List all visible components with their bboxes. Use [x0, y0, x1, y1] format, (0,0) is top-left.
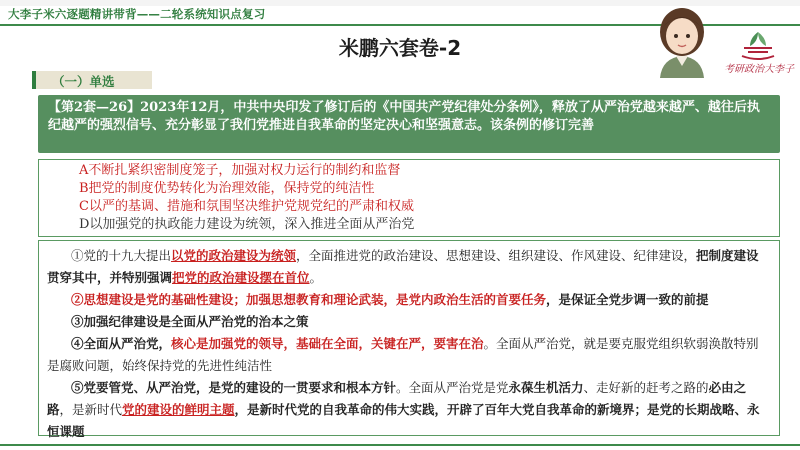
- brand-logo-text: 考研政治大李子: [724, 64, 794, 75]
- analysis-bold: ，是新时代党的自我革命的伟大实践，开辟了百年大党自我革命的新境界；是党的长期战略、永恒课题: [47, 402, 760, 439]
- analysis-point-5: [47, 377, 771, 443]
- analysis-text: ①党的十九大提出: [71, 248, 172, 263]
- analysis-bold: ，是保证全党步调一致的前提: [546, 292, 709, 307]
- option-d: D以加强党的执政能力建设为统领，深入推进全面从严治党: [79, 217, 415, 232]
- page-title: 米鹏六套卷-2: [338, 36, 462, 60]
- analysis-point-2: [47, 289, 771, 311]
- analysis-point-4: [47, 333, 771, 377]
- analysis-highlight: 把党的政治建设摆在首位: [172, 270, 310, 285]
- presenter-avatar: [650, 2, 714, 78]
- analysis-text: ，是新时代: [59, 402, 123, 417]
- option-a: A不断扎紧织密制度笼子，加强对权力运行的制约和监督: [79, 163, 401, 178]
- option-b: B把党的制度优势转化为治理效能，保持党的纯洁性: [79, 181, 375, 196]
- option-c: C以严的基调、措施和氛围坚决维护党规党纪的严肃和权威: [79, 199, 414, 214]
- analysis-highlight: 核心是加强党的领导，基础在全面，关键在严，要害在治: [171, 336, 484, 351]
- analysis-highlight: ②思想建设是党的基础性建设；加强思想教育和理论武装，是党内政治生活的首要任务: [71, 292, 547, 307]
- analysis-bold: ④全面从严治党，: [71, 336, 172, 351]
- analysis-bold: ③加强纪律建设是全面从严治党的治本之策: [71, 314, 309, 329]
- analysis-text: 。: [309, 270, 323, 285]
- analysis-box: [38, 240, 780, 439]
- analysis-highlight: 以党的政治建设为统领: [171, 248, 297, 263]
- analysis-text: ，全面推进党的政治建设、思想建设、组织建设、作风建设、纪律建设，: [296, 248, 697, 263]
- question-box: [38, 95, 780, 153]
- analysis-bold: 永葆生机活力: [508, 380, 584, 395]
- analysis-bold: 把制度建设贯穿其中，并特别强调: [47, 248, 759, 285]
- series-title: 大李子米六逐题精讲带背——二轮系统知识点复习: [8, 7, 266, 21]
- analysis-text: 。全面从严治党，就是要克服党组织软弱涣散特别是腐败问题，始终保持党的先进性纯洁性: [47, 336, 759, 373]
- analysis-point-1: [47, 245, 771, 289]
- analysis-point-3: [47, 311, 771, 333]
- question-text: 【第2套—26】2023年12月，中共中央印发了修订后的《中国共产党纪律处分条例》，释放了从严治党越来越严、越往后执纪越严的强烈信号、充分彰显了我们党推进自我革命的坚定决心和坚强意志。该条例的修订完善: [48, 100, 760, 133]
- footer-divider: [0, 444, 800, 446]
- analysis-text: 。全面从严治党是党: [396, 380, 509, 395]
- options-box: [38, 159, 780, 237]
- section-label: （一）单选: [52, 74, 115, 89]
- analysis-bold: 必由之路: [47, 380, 747, 417]
- analysis-bold: ⑤党要管党、从严治党，是党的建设的一贯要求和根本方针: [71, 380, 397, 395]
- analysis-text: 、走好新的赶考之路的: [583, 380, 709, 395]
- analysis-highlight: 党的建设的鲜明主题: [122, 402, 235, 417]
